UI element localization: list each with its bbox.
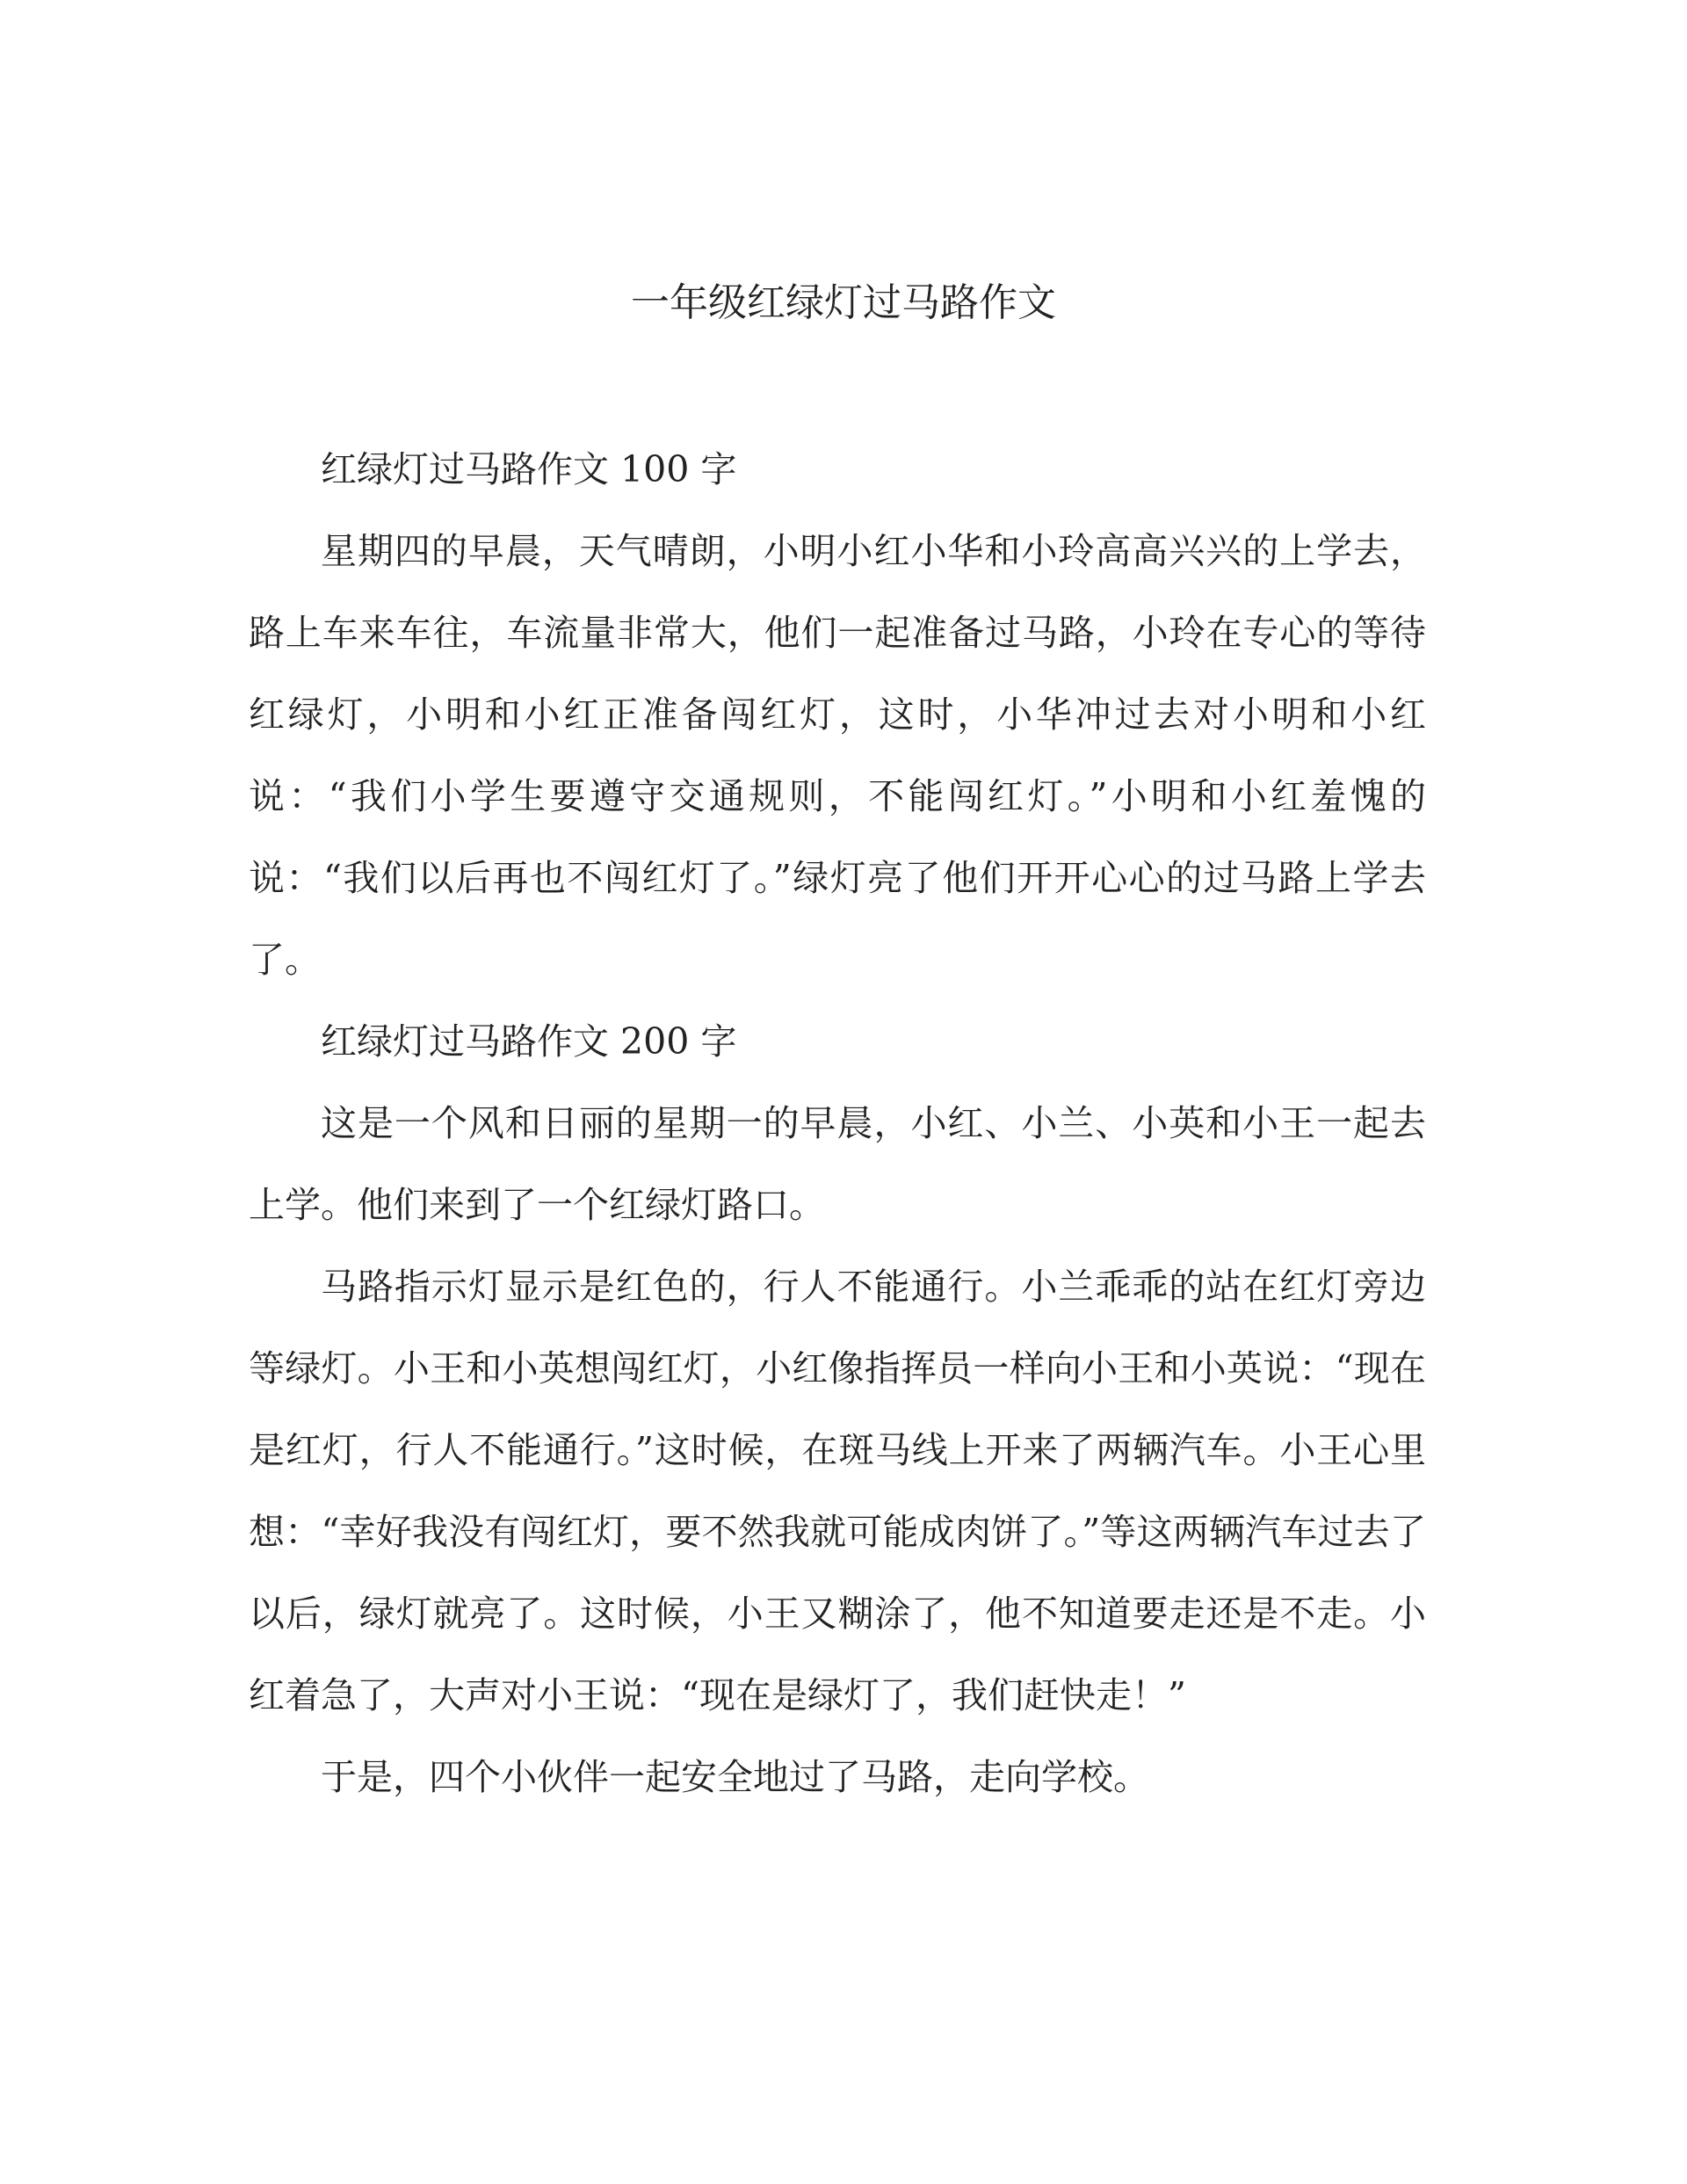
section-heading-100: 红绿灯过马路作文 100 字 [321, 448, 737, 490]
paragraph-4: 于是，四个小伙伴一起安全地过了马路，走向学校。 [321, 1756, 1149, 1798]
document-title: 一年级红绿灯过马路作文 [631, 280, 1056, 325]
document-body [249, 429, 1426, 1818]
paragraph-2: 这是一个风和日丽的星期一的早晨，小红、小兰、小英和小王一起去上学。他们来到了一个红绿灯路口。 [249, 1102, 1426, 1226]
paragraph-3: 马路指示灯显示是红色的，行人不能通行。小兰乖乖的站在红灯旁边等绿灯。小王和小英想闯红灯，小红像指挥员一样向小王和小英说：“现在是红灯，行人不能通行。”这时候，在斑马线上开来了两辆汽车。小王心里想：“幸好我没有闯红灯，要不然我就可能成肉饼了。”等这两辆汽车过去了以后，绿灯就亮了。这时候，小王又糊涂了，他不知道要走还是不走。小红着急了，大声对小王说：“现在是绿灯了，我们赶快走！” [249, 1266, 1426, 1716]
section-heading-200: 红绿灯过马路作文 200 字 [321, 1020, 737, 1063]
paragraph-1: 星期四的早晨，天气晴朗，小明小红小华和小玲高高兴兴的上学去，路上车来车往，车流量非常大，他们一起准备过马路，小玲在专心的等待红绿灯，小明和小红正准备闯红灯，这时，小华冲过去对小明和小红说：“我们小学生要遵守交通规则，不能闯红灯。”小明和小红羞愧的说：“我们以后再也不闯红灯了。”绿灯亮了他们开开心心的过马路上学去了。 [249, 530, 1426, 981]
